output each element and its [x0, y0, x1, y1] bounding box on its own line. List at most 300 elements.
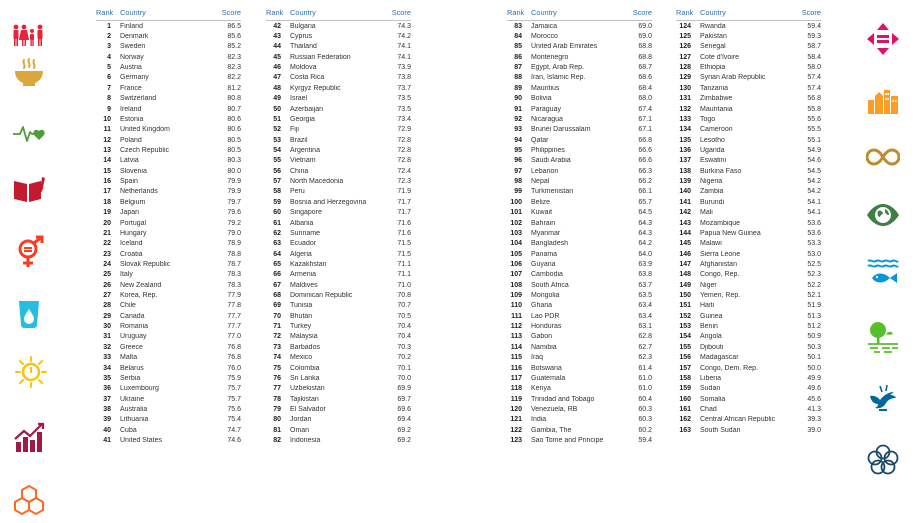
rank-cell: 82 — [273, 437, 281, 445]
rank-cell: 149 — [679, 281, 691, 289]
table-row — [266, 156, 411, 166]
rank-cell: 4 — [107, 53, 111, 61]
score-cell: 67.1 — [638, 115, 652, 123]
country-cell: Chad — [700, 405, 717, 413]
clean-energy-icon — [14, 355, 48, 389]
rank-cell: 157 — [679, 364, 691, 372]
score-cell: 50.9 — [807, 333, 821, 341]
country-cell: Honduras — [531, 323, 562, 331]
table-row — [676, 218, 821, 228]
table-row — [507, 166, 652, 176]
country-cell: Zimbabwe — [700, 95, 733, 103]
clean-water-icon — [12, 298, 46, 332]
country-cell: Peru — [290, 188, 305, 196]
country-cell: Albania — [290, 219, 314, 227]
score-cell: 75.4 — [227, 416, 241, 424]
table-row — [96, 62, 241, 72]
country-cell: Brunei Darussalam — [531, 126, 591, 134]
country-cell: Bangladesh — [531, 240, 568, 248]
quality-education-icon — [12, 173, 46, 207]
country-cell: Lithuania — [120, 416, 149, 424]
country-cell: El Salvador — [290, 405, 326, 413]
table-row — [507, 311, 652, 321]
table-row — [507, 42, 652, 52]
score-cell: 54.1 — [807, 209, 821, 217]
rank-cell: 121 — [510, 416, 522, 424]
rank-cell: 136 — [679, 146, 691, 154]
country-cell: Sierra Leone — [700, 250, 741, 258]
table-row — [676, 207, 821, 217]
rank-cell: 66 — [273, 271, 281, 279]
country-cell: Paraguay — [531, 105, 561, 113]
score-cell: 75.9 — [227, 374, 241, 382]
country-cell: Yemen, Rep. — [700, 292, 741, 300]
rank-cell: 159 — [679, 385, 691, 393]
country-cell: Kuwait — [531, 209, 553, 217]
table-row — [507, 52, 652, 62]
score-cell: 63.4 — [638, 312, 652, 320]
table-row — [676, 52, 821, 62]
score-cell: 77.7 — [227, 312, 241, 320]
table-row — [96, 311, 241, 321]
score-cell: 50.3 — [807, 343, 821, 351]
score-cell: 67.1 — [638, 126, 652, 134]
score-cell: 63.5 — [638, 292, 652, 300]
table-row — [266, 280, 411, 290]
table-row — [266, 415, 411, 425]
score-cell: 66.8 — [638, 136, 652, 144]
rank-cell: 25 — [103, 271, 111, 279]
table-row — [96, 259, 241, 269]
rank-cell: 150 — [679, 292, 691, 300]
score-cell: 70.0 — [397, 374, 411, 382]
rank-cell: 103 — [510, 229, 522, 237]
country-cell: Bolivia — [531, 95, 552, 103]
rank-cell: 40 — [103, 426, 111, 434]
score-cell: 79.6 — [227, 209, 241, 217]
rank-cell: 70 — [273, 312, 281, 320]
table-row — [96, 353, 241, 363]
table-row — [266, 353, 411, 363]
score-cell: 54.1 — [807, 198, 821, 206]
country-cell: Gabon — [531, 333, 553, 341]
score-cell: 74.1 — [397, 43, 411, 51]
peace-justice-icon — [866, 382, 900, 416]
score-cell: 73.9 — [397, 64, 411, 72]
score-cell: 67.4 — [638, 105, 652, 113]
score-cell: 70.5 — [397, 312, 411, 320]
table-row — [96, 321, 241, 331]
country-cell: Russian Federation — [290, 53, 351, 61]
table-row — [266, 197, 411, 207]
table-row — [676, 311, 821, 321]
rank-cell: 99 — [514, 188, 522, 196]
sustainable-cities-icon — [866, 82, 900, 116]
table-row — [266, 425, 411, 435]
rank-cell: 65 — [273, 260, 281, 268]
rank-cell: 111 — [511, 312, 522, 320]
score-cell: 57.4 — [807, 74, 821, 82]
country-cell: Portugal — [120, 219, 147, 227]
score-cell: 68.8 — [638, 53, 652, 61]
rank-cell: 49 — [273, 95, 281, 103]
table-row — [676, 290, 821, 300]
country-cell: Lesotho — [700, 136, 725, 144]
rank-cell: 31 — [103, 333, 111, 341]
country-cell: Jamaica — [531, 22, 558, 30]
country-cell: Qatar — [531, 136, 549, 144]
score-cell: 73.7 — [397, 84, 411, 92]
country-cell: Ecuador — [290, 240, 317, 248]
country-cell: Saudi Arabia — [531, 157, 571, 165]
rank-cell: 21 — [103, 229, 111, 237]
rank-cell: 132 — [679, 105, 691, 113]
table-row — [266, 270, 411, 280]
score-cell: 76.0 — [227, 364, 241, 372]
table-row — [96, 21, 241, 31]
rank-cell: 100 — [510, 198, 522, 206]
rank-cell: 6 — [107, 74, 111, 82]
score-cell: 62.8 — [638, 333, 652, 341]
score-cell: 63.4 — [638, 302, 652, 310]
country-cell: Cambodia — [531, 271, 563, 279]
table-row — [507, 94, 652, 104]
score-cell: 64.3 — [638, 229, 652, 237]
score-header: Score — [391, 8, 411, 17]
rank-header: Rank — [96, 8, 114, 17]
score-cell: 71.6 — [397, 219, 411, 227]
table-row — [507, 104, 652, 114]
table-row — [676, 363, 821, 373]
rank-cell: 10 — [103, 115, 111, 123]
score-cell: 82.3 — [227, 53, 241, 61]
score-cell: 79.9 — [227, 188, 241, 196]
score-cell: 71.7 — [397, 198, 411, 206]
table-row — [96, 52, 241, 62]
rank-cell: 83 — [514, 22, 522, 30]
country-cell: Uzbekistan — [290, 385, 325, 393]
country-cell: Malta — [120, 354, 138, 362]
table-row — [96, 342, 241, 352]
ranking-column-2 — [266, 5, 411, 446]
country-cell: Luxembourg — [120, 385, 159, 393]
table-row — [266, 207, 411, 217]
score-cell: 72.8 — [397, 157, 411, 165]
country-cell: Malawi — [700, 240, 722, 248]
score-cell: 56.8 — [807, 95, 821, 103]
table-row — [266, 83, 411, 93]
country-cell: Gambia, The — [531, 426, 572, 434]
score-cell: 82.2 — [227, 74, 241, 82]
rank-cell: 161 — [679, 405, 691, 413]
score-cell: 85.6 — [227, 33, 241, 41]
rank-cell: 7 — [107, 84, 111, 92]
rank-cell: 62 — [273, 229, 281, 237]
score-cell: 70.7 — [397, 302, 411, 310]
country-cell: Poland — [120, 136, 142, 144]
score-cell: 61.4 — [638, 364, 652, 372]
table-row — [266, 166, 411, 176]
rank-cell: 28 — [103, 302, 111, 310]
table-row — [96, 249, 241, 259]
country-cell: Venezuela, RB — [531, 405, 578, 413]
table-row — [266, 94, 411, 104]
score-cell: 69.0 — [638, 22, 652, 30]
score-cell: 54.2 — [807, 188, 821, 196]
rank-cell: 84 — [514, 33, 522, 41]
country-cell: Bulgaria — [290, 22, 316, 30]
rank-cell: 102 — [510, 219, 522, 227]
score-cell: 77.7 — [227, 323, 241, 331]
score-cell: 63.8 — [638, 271, 652, 279]
rank-cell: 88 — [514, 74, 522, 82]
country-cell: Morocco — [531, 33, 558, 41]
score-cell: 62.7 — [638, 343, 652, 351]
rank-cell: 138 — [679, 167, 691, 175]
score-cell: 60.2 — [638, 426, 652, 434]
country-cell: Panama — [531, 250, 558, 258]
country-header: Country — [290, 8, 316, 17]
score-cell: 74.2 — [397, 33, 411, 41]
country-cell: Central African Republic — [700, 416, 776, 424]
score-cell: 69.2 — [397, 437, 411, 445]
rank-cell: 32 — [103, 343, 111, 351]
table-row — [266, 31, 411, 41]
rank-cell: 44 — [273, 43, 281, 51]
table-row — [266, 435, 411, 445]
rank-cell: 145 — [679, 240, 691, 248]
country-cell: Iran, Islamic Rep. — [531, 74, 586, 82]
score-cell: 76.8 — [227, 343, 241, 351]
table-row — [96, 166, 241, 176]
country-cell: Namibia — [531, 343, 557, 351]
country-cell: Italy — [120, 271, 133, 279]
rank-cell: 23 — [103, 250, 111, 258]
score-cell: 73.4 — [397, 115, 411, 123]
country-cell: Sao Tome and Principe — [531, 437, 604, 445]
rank-cell: 130 — [679, 84, 691, 92]
rank-header: Rank — [507, 8, 525, 17]
country-cell: Botswana — [531, 364, 562, 372]
country-cell: Fiji — [290, 126, 299, 134]
country-cell: Pakistan — [700, 33, 727, 41]
score-cell: 78.8 — [227, 250, 241, 258]
rank-cell: 90 — [514, 95, 522, 103]
table-row — [676, 353, 821, 363]
rank-cell: 56 — [273, 167, 281, 175]
country-cell: Kazakhstan — [290, 260, 327, 268]
rank-cell: 37 — [103, 395, 111, 403]
score-cell: 52.2 — [807, 281, 821, 289]
score-cell: 51.9 — [807, 302, 821, 310]
country-cell: Bosnia and Herzegovina — [290, 198, 367, 206]
rank-cell: 97 — [514, 167, 522, 175]
country-cell: Somalia — [700, 395, 726, 403]
score-cell: 68.6 — [638, 74, 652, 82]
rank-cell: 76 — [273, 374, 281, 382]
score-cell: 72.9 — [397, 126, 411, 134]
score-cell: 55.8 — [807, 105, 821, 113]
table-row — [507, 353, 652, 363]
score-cell: 69.4 — [397, 416, 411, 424]
score-cell: 61.0 — [638, 385, 652, 393]
rank-cell: 43 — [273, 33, 281, 41]
table-row — [676, 21, 821, 31]
rank-cell: 74 — [273, 354, 281, 362]
country-cell: Serbia — [120, 374, 141, 382]
country-cell: Rwanda — [700, 22, 726, 30]
score-cell: 60.3 — [638, 416, 652, 424]
score-cell: 80.5 — [227, 146, 241, 154]
country-cell: Slovenia — [120, 167, 147, 175]
score-cell: 60.4 — [638, 395, 652, 403]
score-cell: 75.7 — [227, 395, 241, 403]
country-cell: Burkina Faso — [700, 167, 742, 175]
country-cell: South Africa — [531, 281, 569, 289]
country-cell: Trinidad and Tobago — [531, 395, 595, 403]
rank-header: Rank — [266, 8, 284, 17]
rank-cell: 77 — [273, 385, 281, 393]
rank-cell: 11 — [103, 126, 111, 134]
table-header — [676, 5, 821, 21]
country-cell: United Kingdom — [120, 126, 170, 134]
score-cell: 66.3 — [638, 167, 652, 175]
country-cell: Costa Rica — [290, 74, 325, 82]
table-row — [676, 228, 821, 238]
life-on-land-icon — [866, 320, 900, 354]
score-cell: 41.3 — [807, 405, 821, 413]
table-row — [96, 280, 241, 290]
table-row — [266, 332, 411, 342]
table-row — [507, 321, 652, 331]
rank-cell: 109 — [510, 292, 522, 300]
country-cell: Mozambique — [700, 219, 741, 227]
table-row — [676, 425, 821, 435]
country-cell: Sri Lanka — [290, 374, 320, 382]
table-row — [676, 415, 821, 425]
score-cell: 51.3 — [807, 312, 821, 320]
table-row — [266, 114, 411, 124]
country-cell: Spain — [120, 178, 138, 186]
score-cell: 54.2 — [807, 178, 821, 186]
country-cell: Nepal — [531, 178, 550, 186]
score-cell: 77.9 — [227, 292, 241, 300]
country-cell: Uganda — [700, 146, 725, 154]
table-row — [507, 207, 652, 217]
country-cell: Israel — [290, 95, 308, 103]
score-cell: 53.0 — [807, 250, 821, 258]
table-row — [676, 145, 821, 155]
country-cell: Djibouti — [700, 343, 724, 351]
score-cell: 66.6 — [638, 146, 652, 154]
rank-cell: 15 — [103, 167, 111, 175]
rank-cell: 69 — [273, 302, 281, 310]
rank-cell: 162 — [679, 416, 691, 424]
country-cell: Singapore — [290, 209, 322, 217]
country-cell: Korea, Rep. — [120, 292, 158, 300]
table-row — [676, 176, 821, 186]
table-row — [266, 125, 411, 135]
country-cell: Maldives — [290, 281, 318, 289]
score-cell: 82.3 — [227, 64, 241, 72]
country-cell: Dominican Republic — [290, 292, 353, 300]
score-cell: 59.4 — [638, 437, 652, 445]
score-cell: 49.6 — [807, 385, 821, 393]
score-cell: 61.0 — [638, 374, 652, 382]
country-cell: Turkmenistan — [531, 188, 574, 196]
table-row — [676, 135, 821, 145]
country-cell: Nigeria — [700, 178, 723, 186]
score-cell: 50.1 — [807, 354, 821, 362]
country-cell: Azerbaijan — [290, 105, 324, 113]
country-cell: Madagascar — [700, 354, 739, 362]
country-cell: Haiti — [700, 302, 715, 310]
country-cell: Philippines — [531, 146, 565, 154]
table-row — [507, 176, 652, 186]
decent-work-icon — [12, 420, 46, 454]
score-cell: 75.6 — [227, 405, 241, 413]
country-cell: Bahrain — [531, 219, 556, 227]
country-cell: Iraq — [531, 354, 544, 362]
rank-cell: 148 — [679, 271, 691, 279]
country-cell: Ukraine — [120, 395, 145, 403]
table-row — [266, 218, 411, 228]
rank-cell: 143 — [679, 219, 691, 227]
country-cell: Syrian Arab Republic — [700, 74, 766, 82]
rank-cell: 92 — [514, 115, 522, 123]
life-below-water-icon — [866, 256, 900, 290]
table-row — [507, 280, 652, 290]
reduced-inequalities-icon — [866, 22, 900, 56]
rank-cell: 116 — [510, 364, 522, 372]
rank-cell: 142 — [679, 209, 691, 217]
table-row — [266, 176, 411, 186]
country-cell: Lao PDR — [531, 312, 560, 320]
rank-cell: 58 — [273, 188, 281, 196]
country-cell: Thailand — [290, 43, 317, 51]
score-cell: 70.4 — [397, 323, 411, 331]
table-row — [676, 166, 821, 176]
score-cell: 68.4 — [638, 84, 652, 92]
rank-cell: 1 — [107, 22, 111, 30]
rank-cell: 118 — [510, 385, 522, 393]
country-cell: Angola — [700, 333, 722, 341]
score-cell: 74.7 — [227, 426, 241, 434]
no-poverty-icon — [12, 20, 46, 54]
table-row — [96, 42, 241, 52]
country-cell: Congo, Rep. — [700, 271, 740, 279]
score-cell: 53.3 — [807, 240, 821, 248]
score-cell: 64.2 — [638, 240, 652, 248]
country-cell: Argentina — [290, 146, 320, 154]
rank-cell: 16 — [103, 178, 111, 186]
table-row — [676, 280, 821, 290]
country-cell: Brazil — [290, 136, 308, 144]
rank-cell: 73 — [273, 343, 281, 351]
rank-cell: 127 — [679, 53, 691, 61]
score-cell: 66.6 — [638, 157, 652, 165]
rank-cell: 13 — [103, 146, 111, 154]
table-row — [507, 342, 652, 352]
table-row — [507, 21, 652, 31]
score-cell: 52.3 — [807, 271, 821, 279]
score-cell: 64.5 — [638, 209, 652, 217]
score-cell: 69.0 — [638, 33, 652, 41]
score-cell: 73.5 — [397, 105, 411, 113]
table-row — [507, 373, 652, 383]
rank-cell: 68 — [273, 292, 281, 300]
table-row — [96, 145, 241, 155]
